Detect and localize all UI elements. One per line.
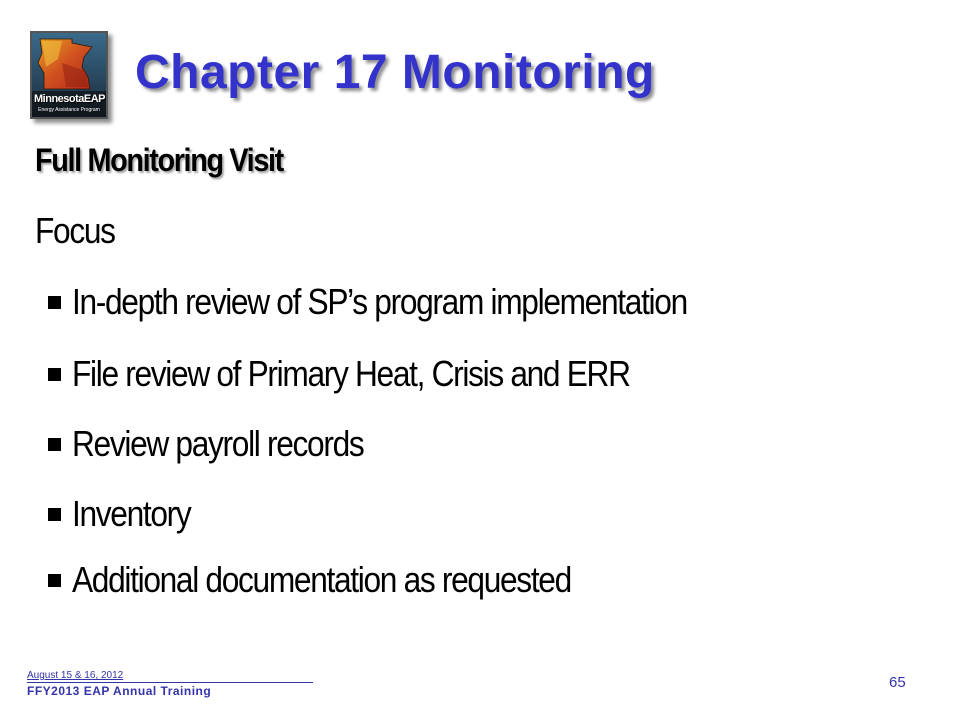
footer-date: August 15 & 16, 2012 [27,670,313,683]
logo-subtext: Energy Assistance Program [38,107,100,113]
square-bullet-icon [48,508,61,521]
section-subheading: Full Monitoring Visit [35,142,283,178]
bullet-text: Inventory [72,493,191,534]
square-bullet-icon [48,368,61,381]
minnesota-eap-logo [30,31,108,119]
page-number: 65 [889,674,906,691]
bullet-text: In-depth review of SP’s program implementation [72,281,687,322]
square-bullet-icon [48,296,61,309]
square-bullet-icon [48,438,61,451]
footer-training-title: FFY2013 EAP Annual Training [27,684,212,698]
bullet-text: Additional documentation as requested [72,559,571,600]
square-bullet-icon [48,574,61,587]
bullet-text: Review payroll records [72,423,364,464]
bullet-text: File review of Primary Heat, Crisis and ERR [72,353,630,394]
slide-title: Chapter 17 Monitoring [135,46,655,99]
logo-text: MinnesotaEAP [34,93,106,105]
focus-label: Focus [35,210,115,251]
